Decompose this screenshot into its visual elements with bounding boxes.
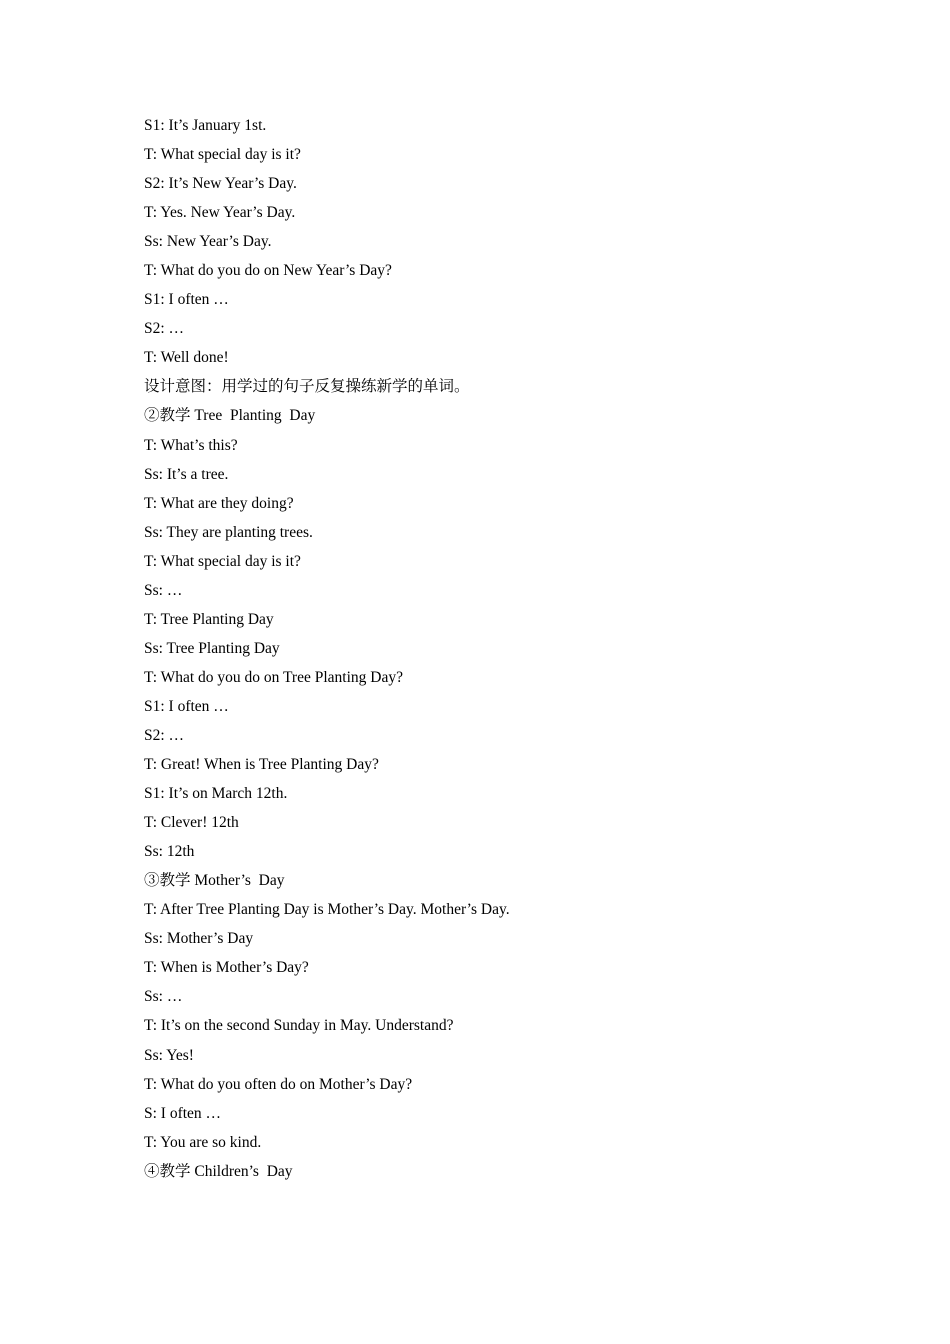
section-heading-mothers-day: ③教学 Mother’s Day [144,872,285,890]
text-line: T: What special day is it? [144,146,301,164]
text-line: T: What are they doing? [144,494,294,512]
text-line: T: What’s this? [144,436,238,454]
text-line: T: What do you do on Tree Planting Day? [144,668,403,686]
section-heading-childrens-day: ④教学 Children’s Day [144,1162,293,1180]
text-line: T: It’s on the second Sunday in May. Understand? [144,1017,454,1035]
text-line: S1: I often … [144,697,229,715]
text-line: Ss: Yes! [144,1046,194,1064]
text-line: S2: … [144,320,185,338]
text-line: S1: It’s on March 12th. [144,785,288,803]
text-line: T: Tree Planting Day [144,610,274,628]
text-line: T: What do you often do on Mother’s Day? [144,1075,413,1093]
text-line: S2: It’s New Year’s Day. [144,175,297,193]
text-line: T: Yes. New Year’s Day. [144,204,296,222]
text-line: Ss: 12th [144,843,195,861]
text-line: S: I often … [144,1104,222,1122]
text-line: S1: It’s January 1st. [144,117,267,134]
text-line: Ss: They are planting trees. [144,523,313,541]
text-line: Ss: … [144,988,183,1006]
section-heading-tree-planting-day: ②教学 Tree Planting Day [144,407,316,425]
text-line: S2: … [144,726,185,744]
text-line: T: After Tree Planting Day is Mother’s Day. Mother’s Day. [144,901,510,919]
text-line: Ss: Mother’s Day [144,930,254,948]
text-line: Ss: New Year’s Day. [144,233,272,251]
text-line: T: Clever! 12th [144,814,239,832]
text-line: Ss: … [144,581,183,599]
text-line: S1: I often … [144,291,229,309]
text-line: T: What special day is it? [144,552,301,570]
text-line: Ss: Tree Planting Day [144,639,280,657]
text-line: T: Great! When is Tree Planting Day? [144,756,379,774]
design-intent-note: 设计意图：用学过的句子反复操练新学的单词。 [144,378,470,396]
text-line: T: When is Mother’s Day? [144,959,309,977]
text-line: T: What do you do on New Year’s Day? [144,262,392,280]
dialogue-lines [144,115,864,1190]
text-line: T: Well done! [144,349,229,367]
text-line: Ss: It’s a tree. [144,465,229,483]
text-line: T: You are so kind. [144,1133,262,1151]
